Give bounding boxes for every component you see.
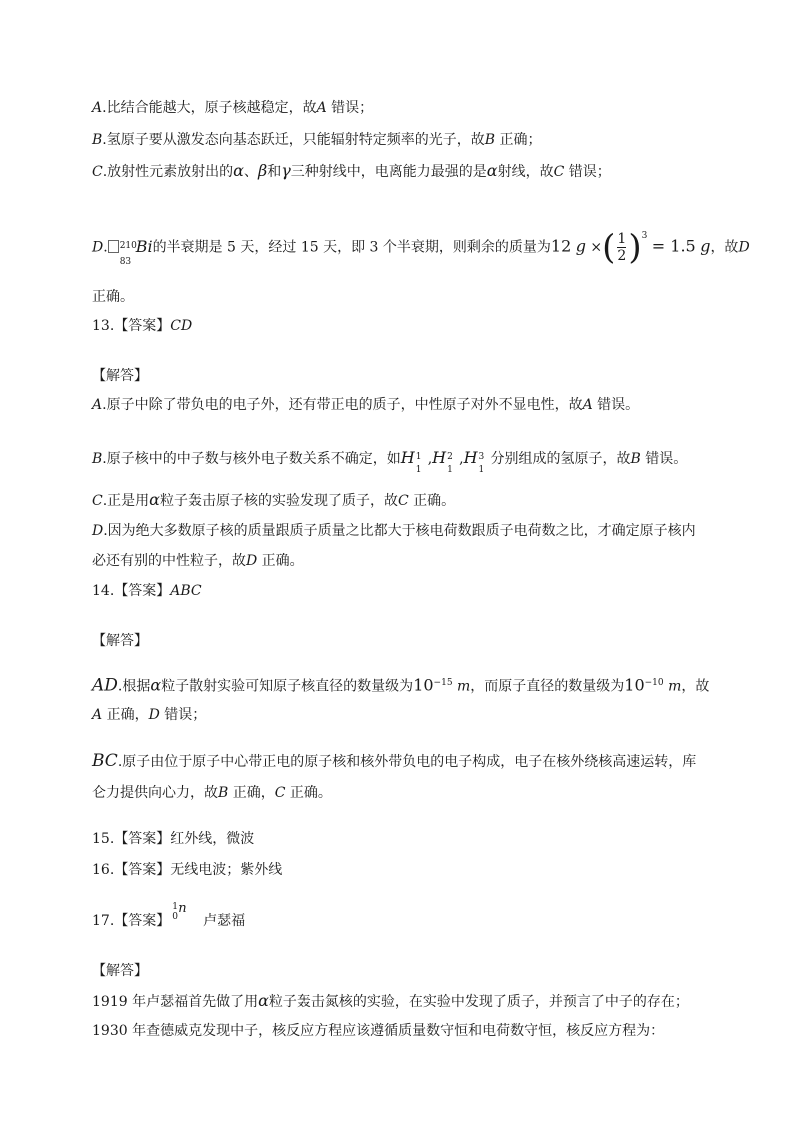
- var: D: [148, 707, 160, 723]
- line-text: 的半衰期是 5 天，经过 15 天，即 3 个半衰期，则剩余的质量为: [152, 239, 551, 256]
- line-b: [92, 130, 542, 150]
- solution-heading-13: 【解答】: [92, 368, 148, 384]
- answer-value: CD: [170, 318, 193, 334]
- line-14b-cont: [92, 783, 332, 803]
- exponent: 3: [641, 231, 648, 241]
- line-text: 正确，: [228, 785, 275, 801]
- hydrogen-symbol: H: [463, 448, 478, 467]
- line-text: .正是用: [102, 493, 150, 509]
- solution-heading-17: 【解答】: [92, 963, 148, 979]
- line-text: 错误；: [159, 707, 207, 723]
- line-text: .因为绝大多数原子核的质量跟质子质量之比都大于核电荷数跟质子电荷数之比，才确定原子核内: [103, 523, 696, 539]
- line-17a: [92, 991, 689, 1012]
- greek-alpha: α: [233, 161, 244, 180]
- answer-17: 17.【答案】 1 0 n 卢瑟福: [92, 901, 246, 929]
- var: B: [218, 785, 229, 801]
- power-base: 10: [413, 675, 434, 695]
- line-text: .比结合能越大，原子核越稳定，故: [102, 100, 317, 116]
- placeholder-box-icon: [108, 240, 119, 253]
- hydrogen-symbol: H: [432, 448, 447, 467]
- line-text: 、: [243, 164, 258, 180]
- line-17b: 1930 年查德威克发现中子，核反应方程应该遵循质量数守恒和电荷数守恒，核反应方程为：: [92, 1023, 665, 1039]
- line-text: 错误。: [592, 397, 640, 413]
- exponent: −15: [433, 678, 453, 688]
- line-text: .放射性元素放射出的: [102, 164, 234, 180]
- answer-16: 16.【答案】无线电波；紫外线: [92, 862, 283, 878]
- line-text: ，故: [681, 678, 710, 695]
- greek-beta: β: [257, 161, 268, 180]
- line-text: 错误。: [640, 451, 688, 467]
- line-text: 正确。: [285, 785, 332, 801]
- neutron-notation: 1 0 n: [172, 901, 187, 922]
- unit: m: [457, 678, 471, 695]
- var: D: [246, 553, 258, 569]
- line-text: 和: [267, 164, 282, 180]
- var: C: [397, 493, 409, 509]
- line-13d-cont: [92, 551, 304, 571]
- answer-value: ABC: [170, 583, 202, 599]
- greek-alpha: α: [258, 991, 269, 1010]
- fraction: $\frac{1}{2}$: [617, 231, 627, 265]
- option-label: D: [92, 523, 104, 539]
- line-text: ，而原子直径的数量级为: [470, 678, 625, 695]
- line-13d: [92, 521, 696, 541]
- line-text: ，故: [710, 239, 739, 256]
- line-d: D. 210 83 Bi的半衰期是 5 天，经过 15 天，即 3 个半衰期，则剩余的质量为12 g ×( $\frac{1}{2}$ )$^3$ = 1.5 g，故D: [92, 227, 750, 268]
- line-13a: [92, 395, 639, 415]
- line-text: 分别组成的氢原子，故: [490, 451, 631, 467]
- power-base: 10: [624, 675, 645, 695]
- line-13b: B.原子核中的中子数与核外电子数关系不确定，如H 1 1 ,H 2 1 ,H 3 1 分别组成的氢原子，故B 错误。: [92, 448, 688, 475]
- line-text: 正确，: [102, 707, 149, 723]
- option-label: A: [92, 100, 103, 116]
- option-label: D: [92, 239, 104, 256]
- line-text: 粒子轰击原子核的实验发现了质子，故: [159, 493, 398, 509]
- var: B: [484, 132, 496, 148]
- line-a: [92, 98, 373, 118]
- unit: m: [668, 678, 682, 695]
- math-value: = 1.5: [651, 236, 696, 256]
- line-14b: [92, 751, 696, 772]
- line-text: .原子核中的中子数与核外电子数关系不确定，如: [102, 451, 401, 467]
- line-text: .原子中除了带负电的电子外，还有带正电的质子，中性原子对外不显电性，故: [102, 397, 583, 413]
- answer-15: 15.【答案】红外线，微波: [92, 831, 255, 847]
- line-text: 三种射线中，电离能力最强的是: [290, 164, 487, 180]
- answer-14: 14.【答案】ABC: [92, 583, 202, 599]
- greek-alpha: α: [149, 490, 160, 509]
- greek-gamma: γ: [281, 161, 291, 180]
- answer-value: 卢瑟福: [203, 913, 246, 929]
- line-text: 1919 年卢瑟福首先做了用: [92, 994, 259, 1010]
- var: D: [738, 239, 750, 256]
- line-text: 射线，故: [497, 164, 554, 180]
- answer-13: 13.【答案】CD: [92, 318, 193, 334]
- var: C: [274, 785, 286, 801]
- line-13c: [92, 490, 455, 511]
- line-text: 必还有别的中性粒子，故: [92, 553, 246, 569]
- line-c: [92, 161, 611, 182]
- line-text: 错误；: [564, 164, 611, 180]
- var: A: [582, 397, 593, 413]
- var: A: [316, 100, 327, 116]
- line-text: .根据: [117, 678, 151, 695]
- answer-value: 无线电波；紫外线: [170, 862, 283, 878]
- option-label: C: [92, 164, 103, 180]
- hydrogen-symbol: H: [400, 448, 415, 467]
- greek-alpha: α: [150, 675, 162, 695]
- line-14a-cont: [92, 705, 206, 725]
- exponent: −10: [644, 678, 664, 688]
- unit: g: [575, 236, 586, 256]
- option-label: A: [92, 397, 103, 413]
- line-d-cont: 正确。: [92, 289, 134, 305]
- option-label: BC: [92, 751, 118, 771]
- line-text: .氢原子要从激发态向基态跃迁，只能辐射特定频率的光子，故: [102, 132, 485, 148]
- element-symbol: Bi: [135, 236, 153, 256]
- greek-alpha: α: [486, 161, 498, 180]
- line-text: 粒子散射实验可知原子核直径的数量级为: [161, 678, 414, 695]
- math-value: 12: [550, 236, 572, 256]
- option-label: B: [92, 132, 103, 148]
- line-text: 正确；: [495, 132, 542, 148]
- var: A: [92, 707, 103, 723]
- isotope-notation: 210 83: [119, 240, 137, 267]
- var: B: [630, 451, 641, 467]
- line-text: 正确。: [408, 493, 456, 509]
- option-label: C: [92, 493, 103, 509]
- line-text: 粒子轰击氮核的实验，在实验中发现了质子，并预言了中子的存在；: [268, 994, 689, 1010]
- solution-heading-14: 【解答】: [92, 633, 148, 649]
- line-text: .原子由位于原子中心带正电的原子核和核外带负电的电子构成，电子在核外绕核高速运转，库: [117, 754, 697, 770]
- times-sign: ×: [590, 239, 603, 256]
- line-text: 仑力提供向心力，故: [92, 785, 218, 801]
- line-text: 错误；: [326, 100, 374, 116]
- line-text: 正确。: [257, 553, 304, 569]
- var: C: [553, 164, 565, 180]
- unit: g: [700, 236, 711, 256]
- line-14a: [92, 673, 709, 697]
- option-label: AD: [92, 675, 118, 696]
- option-label: B: [92, 451, 103, 467]
- answer-value: 红外线，微波: [170, 831, 255, 847]
